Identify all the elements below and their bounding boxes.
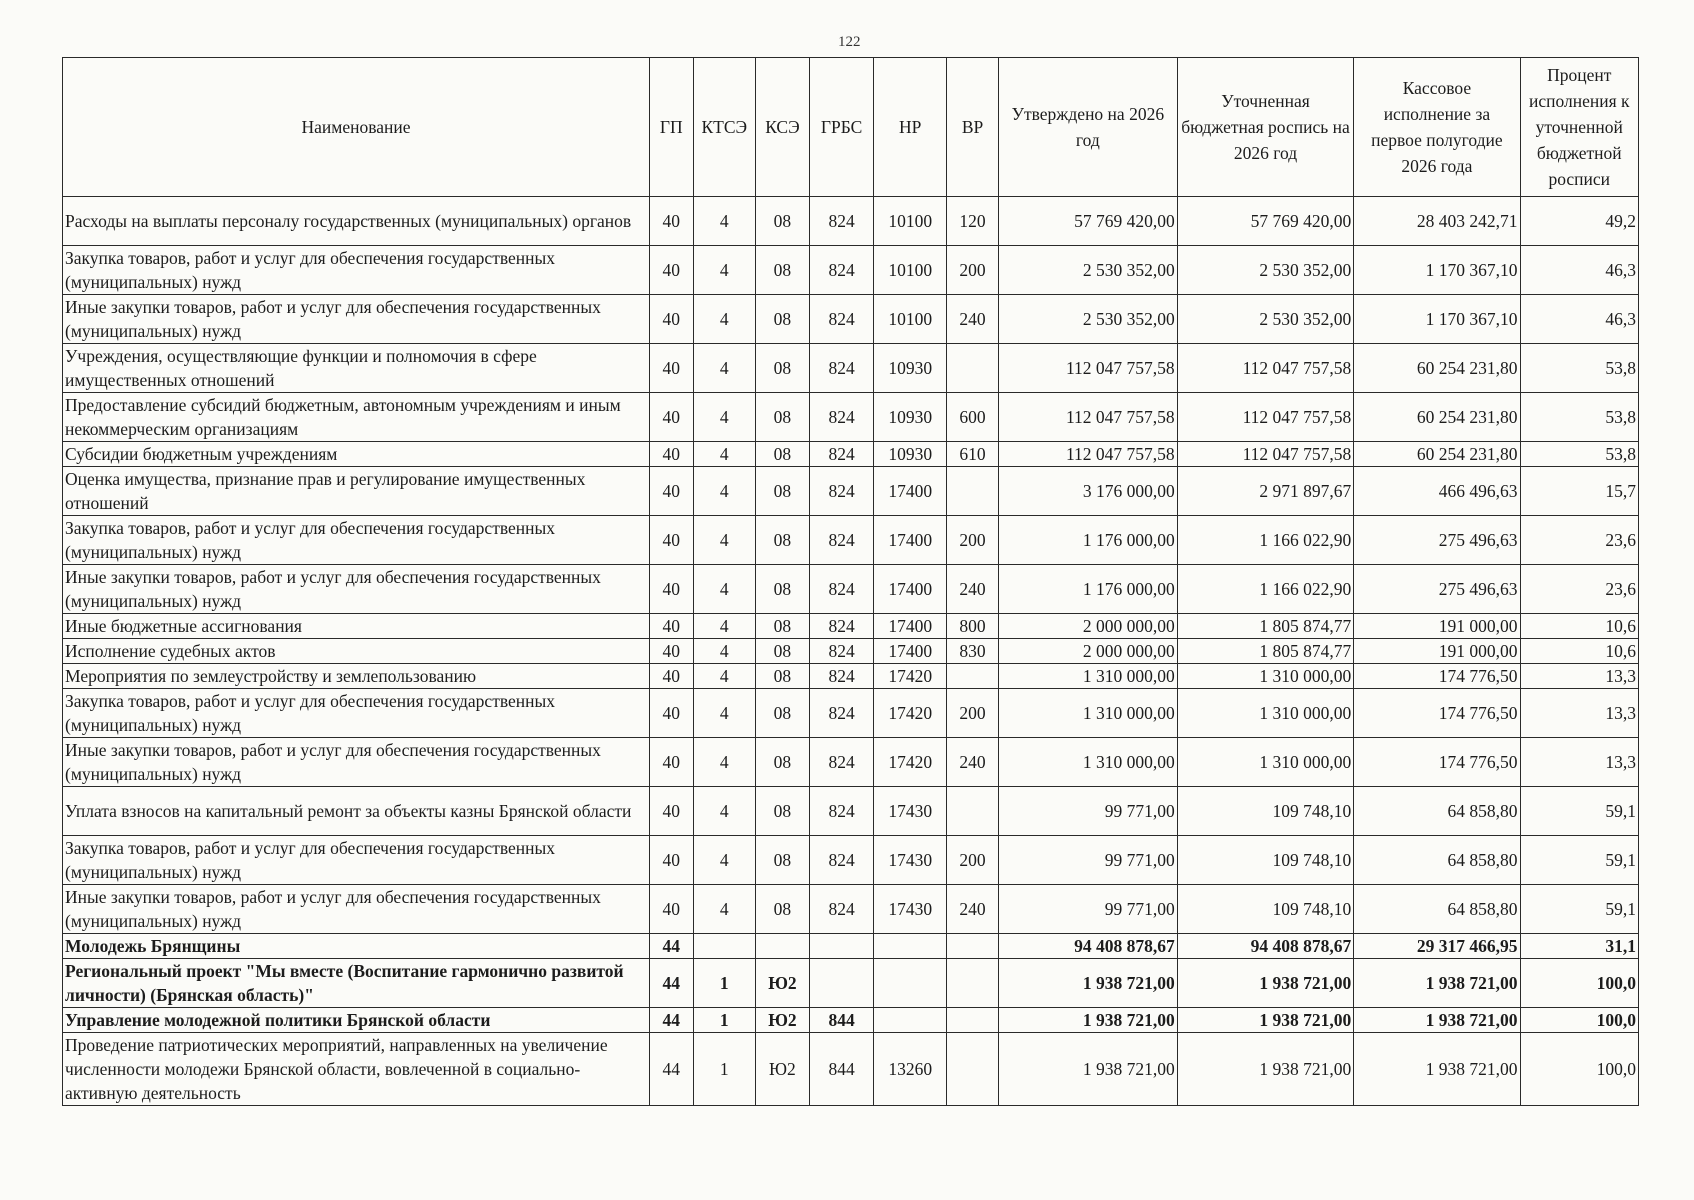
row-nr: 13260: [874, 1033, 947, 1106]
row-percent: 53,8: [1520, 344, 1638, 393]
row-name: Предоставление субсидий бюджетным, автономным учреждениям и иным некоммерческим организациям: [63, 393, 650, 442]
row-gp: 40: [649, 516, 693, 565]
row-vr: 600: [947, 393, 999, 442]
row-percent: 31,1: [1520, 934, 1638, 959]
row-ktse: 4: [693, 787, 755, 836]
row-refined: 112 047 757,58: [1177, 442, 1354, 467]
row-kse: Ю2: [755, 1008, 809, 1033]
row-ktse: 4: [693, 738, 755, 787]
row-grbs: 824: [809, 787, 873, 836]
row-percent: 15,7: [1520, 467, 1638, 516]
row-gp: 40: [649, 565, 693, 614]
row-approved: 1 938 721,00: [999, 1033, 1178, 1106]
row-ktse: 4: [693, 689, 755, 738]
header-row: [63, 58, 1639, 197]
row-gp: 40: [649, 639, 693, 664]
row-refined: 57 769 420,00: [1177, 197, 1354, 246]
row-gp: 40: [649, 664, 693, 689]
row-nr: 17420: [874, 689, 947, 738]
row-ktse: 1: [693, 1008, 755, 1033]
row-ktse: 4: [693, 639, 755, 664]
header-percent: Процент исполнения к уточненной бюджетной росписи: [1520, 58, 1638, 197]
row-name: Иные закупки товаров, работ и услуг для обеспечения государственных (муниципальных) нужд: [63, 738, 650, 787]
row-cash: 1 170 367,10: [1354, 295, 1520, 344]
row-name: Закупка товаров, работ и услуг для обеспечения государственных (муниципальных) нужд: [63, 689, 650, 738]
row-kse: 08: [755, 664, 809, 689]
row-name: Молодежь Брянщины: [63, 934, 650, 959]
row-ktse: 4: [693, 836, 755, 885]
row-refined: 1 310 000,00: [1177, 689, 1354, 738]
row-cash: 64 858,80: [1354, 787, 1520, 836]
row-nr: [874, 1008, 947, 1033]
row-approved: 2 530 352,00: [999, 295, 1178, 344]
row-gp: 40: [649, 787, 693, 836]
row-refined: 1 805 874,77: [1177, 614, 1354, 639]
row-gp: 40: [649, 885, 693, 934]
row-refined: 109 748,10: [1177, 787, 1354, 836]
row-kse: 08: [755, 787, 809, 836]
row-refined: 1 310 000,00: [1177, 664, 1354, 689]
header-refined: Уточненная бюджетная роспись на 2026 год: [1177, 58, 1354, 197]
header-nr: НР: [874, 58, 947, 197]
header-grbs: ГРБС: [809, 58, 873, 197]
row-percent: 49,2: [1520, 197, 1638, 246]
row-approved: 1 176 000,00: [999, 516, 1178, 565]
row-grbs: 844: [809, 1008, 873, 1033]
row-cash: 64 858,80: [1354, 885, 1520, 934]
row-ktse: 4: [693, 246, 755, 295]
table-row: [63, 836, 1639, 885]
table-row: [63, 442, 1639, 467]
row-nr: 10100: [874, 197, 947, 246]
row-vr: 240: [947, 295, 999, 344]
row-gp: 44: [649, 959, 693, 1008]
row-ktse: 4: [693, 442, 755, 467]
row-vr: 240: [947, 565, 999, 614]
header-cash: Кассовое исполнение за первое полугодие 2026 года: [1354, 58, 1520, 197]
row-vr: [947, 934, 999, 959]
row-cash: 1 938 721,00: [1354, 959, 1520, 1008]
row-refined: 109 748,10: [1177, 885, 1354, 934]
row-approved: 94 408 878,67: [999, 934, 1178, 959]
row-cash: 29 317 466,95: [1354, 934, 1520, 959]
row-ktse: 4: [693, 393, 755, 442]
header-vr: ВР: [947, 58, 999, 197]
table-row: [63, 689, 1639, 738]
row-percent: 23,6: [1520, 565, 1638, 614]
row-approved: 1 310 000,00: [999, 738, 1178, 787]
row-percent: 46,3: [1520, 246, 1638, 295]
row-percent: 53,8: [1520, 442, 1638, 467]
row-cash: 191 000,00: [1354, 639, 1520, 664]
row-grbs: 824: [809, 344, 873, 393]
row-cash: 1 170 367,10: [1354, 246, 1520, 295]
row-name: Субсидии бюджетным учреждениям: [63, 442, 650, 467]
budget-execution-table: [62, 57, 1639, 1106]
row-nr: 17430: [874, 836, 947, 885]
header-ktse: КТСЭ: [693, 58, 755, 197]
row-name: Расходы на выплаты персоналу государственных (муниципальных) органов: [63, 197, 650, 246]
row-nr: 10930: [874, 442, 947, 467]
row-name: Мероприятия по землеустройству и землепользованию: [63, 664, 650, 689]
row-nr: 17400: [874, 614, 947, 639]
row-gp: 40: [649, 738, 693, 787]
row-cash: 60 254 231,80: [1354, 344, 1520, 393]
row-refined: 94 408 878,67: [1177, 934, 1354, 959]
row-vr: 200: [947, 516, 999, 565]
row-percent: 59,1: [1520, 836, 1638, 885]
row-gp: 40: [649, 295, 693, 344]
header-approved: Утверждено на 2026 год: [999, 58, 1178, 197]
table-row: [63, 738, 1639, 787]
row-refined: 112 047 757,58: [1177, 393, 1354, 442]
row-name: Закупка товаров, работ и услуг для обеспечения государственных (муниципальных) нужд: [63, 516, 650, 565]
row-approved: 1 938 721,00: [999, 959, 1178, 1008]
table-row: [63, 565, 1639, 614]
page-number: 122: [838, 34, 861, 50]
row-nr: 10100: [874, 246, 947, 295]
row-name: Иные закупки товаров, работ и услуг для обеспечения государственных (муниципальных) нужд: [63, 885, 650, 934]
row-gp: 40: [649, 442, 693, 467]
table-row: [63, 467, 1639, 516]
table-row: [63, 393, 1639, 442]
row-cash: 60 254 231,80: [1354, 393, 1520, 442]
table-row: [63, 614, 1639, 639]
header-gp: ГП: [649, 58, 693, 197]
row-vr: [947, 344, 999, 393]
row-cash: 64 858,80: [1354, 836, 1520, 885]
row-kse: 08: [755, 246, 809, 295]
row-approved: 112 047 757,58: [999, 442, 1178, 467]
row-name: Управление молодежной политики Брянской области: [63, 1008, 650, 1033]
row-name: Иные закупки товаров, работ и услуг для обеспечения государственных (муниципальных) нужд: [63, 295, 650, 344]
row-kse: 08: [755, 639, 809, 664]
row-ktse: 4: [693, 516, 755, 565]
row-ktse: 1: [693, 959, 755, 1008]
row-gp: 40: [649, 467, 693, 516]
row-vr: 200: [947, 246, 999, 295]
row-vr: [947, 1008, 999, 1033]
table-row: [63, 197, 1639, 246]
row-ktse: [693, 934, 755, 959]
table-row: [63, 934, 1639, 959]
row-nr: 10930: [874, 344, 947, 393]
row-ktse: 4: [693, 614, 755, 639]
row-kse: 08: [755, 442, 809, 467]
row-cash: 275 496,63: [1354, 565, 1520, 614]
row-gp: 44: [649, 934, 693, 959]
row-vr: [947, 1033, 999, 1106]
row-nr: 17400: [874, 639, 947, 664]
row-kse: Ю2: [755, 1033, 809, 1106]
row-approved: 99 771,00: [999, 787, 1178, 836]
row-cash: 466 496,63: [1354, 467, 1520, 516]
row-cash: 191 000,00: [1354, 614, 1520, 639]
row-name: Исполнение судебных актов: [63, 639, 650, 664]
table-row: [63, 1033, 1639, 1106]
row-name: Региональный проект "Мы вместе (Воспитание гармонично развитой личности) (Брянская область)": [63, 959, 650, 1008]
row-ktse: 4: [693, 885, 755, 934]
row-kse: 08: [755, 738, 809, 787]
row-name: Учреждения, осуществляющие функции и полномочия в сфере имущественных отношений: [63, 344, 650, 393]
row-percent: 13,3: [1520, 689, 1638, 738]
header-kse: КСЭ: [755, 58, 809, 197]
row-percent: 13,3: [1520, 738, 1638, 787]
table-row: [63, 1008, 1639, 1033]
row-grbs: 824: [809, 295, 873, 344]
row-approved: 112 047 757,58: [999, 344, 1178, 393]
row-approved: 1 310 000,00: [999, 664, 1178, 689]
row-approved: 2 530 352,00: [999, 246, 1178, 295]
row-approved: 2 000 000,00: [999, 614, 1178, 639]
table-row: [63, 516, 1639, 565]
row-refined: 2 530 352,00: [1177, 295, 1354, 344]
row-kse: Ю2: [755, 959, 809, 1008]
row-refined: 112 047 757,58: [1177, 344, 1354, 393]
row-refined: 109 748,10: [1177, 836, 1354, 885]
row-vr: [947, 959, 999, 1008]
table-row: [63, 246, 1639, 295]
row-gp: 44: [649, 1033, 693, 1106]
row-percent: 59,1: [1520, 787, 1638, 836]
row-grbs: 824: [809, 467, 873, 516]
row-percent: 100,0: [1520, 1008, 1638, 1033]
row-kse: 08: [755, 295, 809, 344]
row-approved: 57 769 420,00: [999, 197, 1178, 246]
row-refined: 1 938 721,00: [1177, 1033, 1354, 1106]
row-vr: [947, 787, 999, 836]
row-nr: 17400: [874, 467, 947, 516]
row-kse: [755, 934, 809, 959]
row-vr: [947, 467, 999, 516]
table-row: [63, 664, 1639, 689]
table-row: [63, 885, 1639, 934]
row-vr: [947, 664, 999, 689]
row-grbs: 824: [809, 664, 873, 689]
row-name: Оценка имущества, признание прав и регулирование имущественных отношений: [63, 467, 650, 516]
row-kse: 08: [755, 393, 809, 442]
row-kse: 08: [755, 614, 809, 639]
header-name: Наименование: [63, 58, 650, 197]
row-refined: 2 530 352,00: [1177, 246, 1354, 295]
row-approved: 112 047 757,58: [999, 393, 1178, 442]
row-vr: 240: [947, 885, 999, 934]
row-name: Уплата взносов на капитальный ремонт за объекты казны Брянской области: [63, 787, 650, 836]
row-gp: 40: [649, 614, 693, 639]
row-cash: 275 496,63: [1354, 516, 1520, 565]
row-kse: 08: [755, 467, 809, 516]
row-gp: 40: [649, 197, 693, 246]
row-nr: 17420: [874, 738, 947, 787]
row-grbs: 824: [809, 639, 873, 664]
row-cash: 1 938 721,00: [1354, 1008, 1520, 1033]
row-kse: 08: [755, 516, 809, 565]
table-row: [63, 295, 1639, 344]
row-percent: 13,3: [1520, 664, 1638, 689]
row-vr: 200: [947, 689, 999, 738]
row-nr: [874, 959, 947, 1008]
row-percent: 100,0: [1520, 959, 1638, 1008]
row-grbs: 824: [809, 885, 873, 934]
row-gp: 40: [649, 393, 693, 442]
row-name: Иные закупки товаров, работ и услуг для обеспечения государственных (муниципальных) нужд: [63, 565, 650, 614]
row-name: Закупка товаров, работ и услуг для обеспечения государственных (муниципальных) нужд: [63, 836, 650, 885]
row-ktse: 4: [693, 467, 755, 516]
row-ktse: 4: [693, 565, 755, 614]
row-name: Закупка товаров, работ и услуг для обеспечения государственных (муниципальных) нужд: [63, 246, 650, 295]
row-grbs: 824: [809, 836, 873, 885]
row-percent: 59,1: [1520, 885, 1638, 934]
row-gp: 40: [649, 344, 693, 393]
row-vr: 200: [947, 836, 999, 885]
row-refined: 1 938 721,00: [1177, 959, 1354, 1008]
row-grbs: 824: [809, 246, 873, 295]
row-nr: 10100: [874, 295, 947, 344]
row-cash: 174 776,50: [1354, 689, 1520, 738]
row-cash: 28 403 242,71: [1354, 197, 1520, 246]
row-cash: 174 776,50: [1354, 738, 1520, 787]
row-vr: 120: [947, 197, 999, 246]
row-kse: 08: [755, 689, 809, 738]
row-nr: 17420: [874, 664, 947, 689]
row-cash: 1 938 721,00: [1354, 1033, 1520, 1106]
row-approved: 3 176 000,00: [999, 467, 1178, 516]
table-body: [63, 197, 1639, 1106]
row-refined: 1 166 022,90: [1177, 516, 1354, 565]
row-kse: 08: [755, 197, 809, 246]
row-refined: 2 971 897,67: [1177, 467, 1354, 516]
row-name: Проведение патриотических мероприятий, направленных на увеличение численности молодежи Брянской области, вовлеченной в социально-активную деятельность: [63, 1033, 650, 1106]
row-nr: 17400: [874, 516, 947, 565]
row-vr: 800: [947, 614, 999, 639]
row-approved: 99 771,00: [999, 885, 1178, 934]
row-cash: 60 254 231,80: [1354, 442, 1520, 467]
row-grbs: 824: [809, 565, 873, 614]
row-ktse: 4: [693, 344, 755, 393]
row-kse: 08: [755, 885, 809, 934]
row-nr: 17430: [874, 885, 947, 934]
row-approved: 99 771,00: [999, 836, 1178, 885]
row-ktse: 1: [693, 1033, 755, 1106]
row-kse: 08: [755, 344, 809, 393]
row-gp: 40: [649, 246, 693, 295]
row-refined: 1 938 721,00: [1177, 1008, 1354, 1033]
row-grbs: [809, 934, 873, 959]
row-gp: 40: [649, 836, 693, 885]
row-refined: 1 805 874,77: [1177, 639, 1354, 664]
row-refined: 1 166 022,90: [1177, 565, 1354, 614]
row-nr: 17430: [874, 787, 947, 836]
row-grbs: 844: [809, 1033, 873, 1106]
row-refined: 1 310 000,00: [1177, 738, 1354, 787]
row-nr: 10930: [874, 393, 947, 442]
row-percent: 46,3: [1520, 295, 1638, 344]
row-percent: 53,8: [1520, 393, 1638, 442]
row-grbs: 824: [809, 393, 873, 442]
row-grbs: 824: [809, 442, 873, 467]
row-percent: 23,6: [1520, 516, 1638, 565]
row-grbs: [809, 959, 873, 1008]
row-gp: 44: [649, 1008, 693, 1033]
row-approved: 2 000 000,00: [999, 639, 1178, 664]
table-row: [63, 959, 1639, 1008]
row-approved: 1 938 721,00: [999, 1008, 1178, 1033]
table-row: [63, 787, 1639, 836]
row-ktse: 4: [693, 664, 755, 689]
row-approved: 1 176 000,00: [999, 565, 1178, 614]
row-ktse: 4: [693, 295, 755, 344]
row-approved: 1 310 000,00: [999, 689, 1178, 738]
row-grbs: 824: [809, 614, 873, 639]
table-row: [63, 639, 1639, 664]
row-grbs: 824: [809, 738, 873, 787]
row-percent: 100,0: [1520, 1033, 1638, 1106]
row-gp: 40: [649, 689, 693, 738]
row-percent: 10,6: [1520, 639, 1638, 664]
row-kse: 08: [755, 565, 809, 614]
row-nr: 17400: [874, 565, 947, 614]
row-vr: 240: [947, 738, 999, 787]
row-kse: 08: [755, 836, 809, 885]
row-vr: 830: [947, 639, 999, 664]
row-ktse: 4: [693, 197, 755, 246]
row-name: Иные бюджетные ассигнования: [63, 614, 650, 639]
row-vr: 610: [947, 442, 999, 467]
row-percent: 10,6: [1520, 614, 1638, 639]
row-grbs: 824: [809, 197, 873, 246]
row-grbs: 824: [809, 516, 873, 565]
row-nr: [874, 934, 947, 959]
row-cash: 174 776,50: [1354, 664, 1520, 689]
row-grbs: 824: [809, 689, 873, 738]
table-row: [63, 344, 1639, 393]
